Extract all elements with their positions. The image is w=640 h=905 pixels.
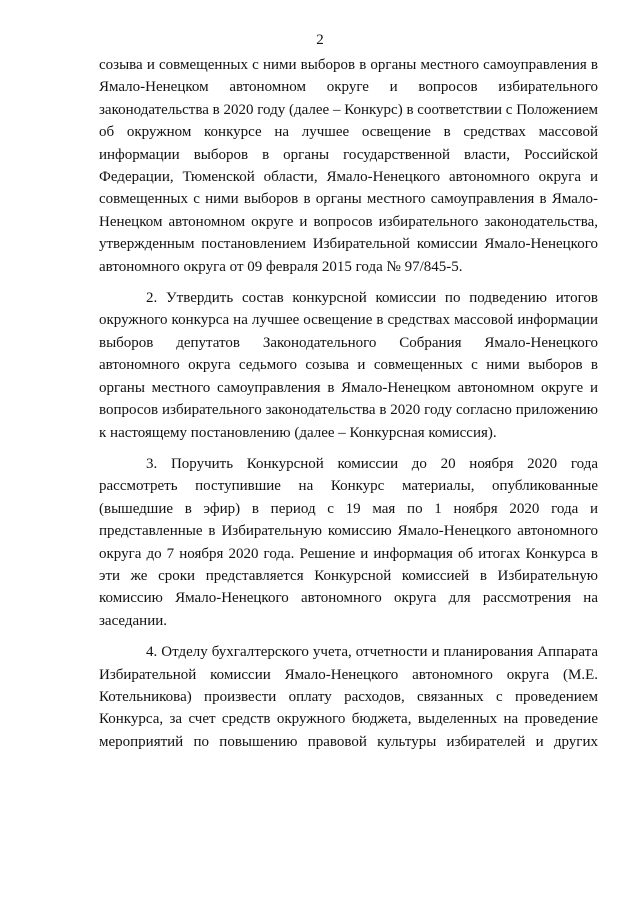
paragraph-item-2: 2. Утвердить состав конкурсной комиссии по подведению итогов окружного конкурса на лучшее освещение в средствах массовой информации выборов депутатов Законодательного Собрания Ямало-Ненецкого автономного округа седьмого созыва и совмещенных с ними выборов в органы местного самоуправления в Ямало-Ненецком автономном округе и вопросов избирательного законодательства в 2020 году согласно приложению к настоящему постановлению (далее – Конкурсная комиссия). xyxy=(99,290,598,441)
paragraph-continuation: созыва и совмещенных с ними выборов в органы местного самоуправления в Ямало-Ненецком автономном округе и вопросов избирательного законодательства в 2020 году (далее – Конкурс) в соответствии с Положением об окружном конкурсе на лучшее освещение в средствах массовой информации выборов в органы государственной власти, Российской Федерации, Тюменской области, Ямало-Ненецкого автономного округа и совмещенных с ними выборов в органы местного самоуправления в Ямало-Ненецком автономном округе и вопросов избирательного законодательства, утвержденным постановлением Избирательной комиссии Ямало-Ненецкого автономного округа от 09 февраля 2015 года № 97/845-5. xyxy=(99,57,598,275)
document-body xyxy=(99,54,598,762)
paragraph-item-4: 4. Отделу бухгалтерского учета, отчетности и планирования Аппарата Избирательной комиссии Ямало-Ненецкого автономного округа (М.Е. Котельникова) произвести оплату расходов, связанных с проведением Конкурса, за счет средств окружного бюджета, выделенных на проведение мероприятий по повышению правовой культуры избирателей и других xyxy=(99,644,598,750)
paragraph-item-3: 3. Поручить Конкурсной комиссии до 20 ноября 2020 года рассмотреть поступившие на Конкурс материалы, опубликованные (вышедшие в эфир) в период с 19 мая по 1 ноября 2020 года и представленные в Избирательную комиссию Ямало-Ненецкого автономного округа до 7 ноября 2020 года. Решение и информация об итогах Конкурса в эти же сроки представляется Конкурсной комиссией в Избирательную комиссию Ямало-Ненецкого автономного округа для рассмотрения на заседании. xyxy=(99,455,598,629)
page-number: 2 xyxy=(316,32,324,48)
